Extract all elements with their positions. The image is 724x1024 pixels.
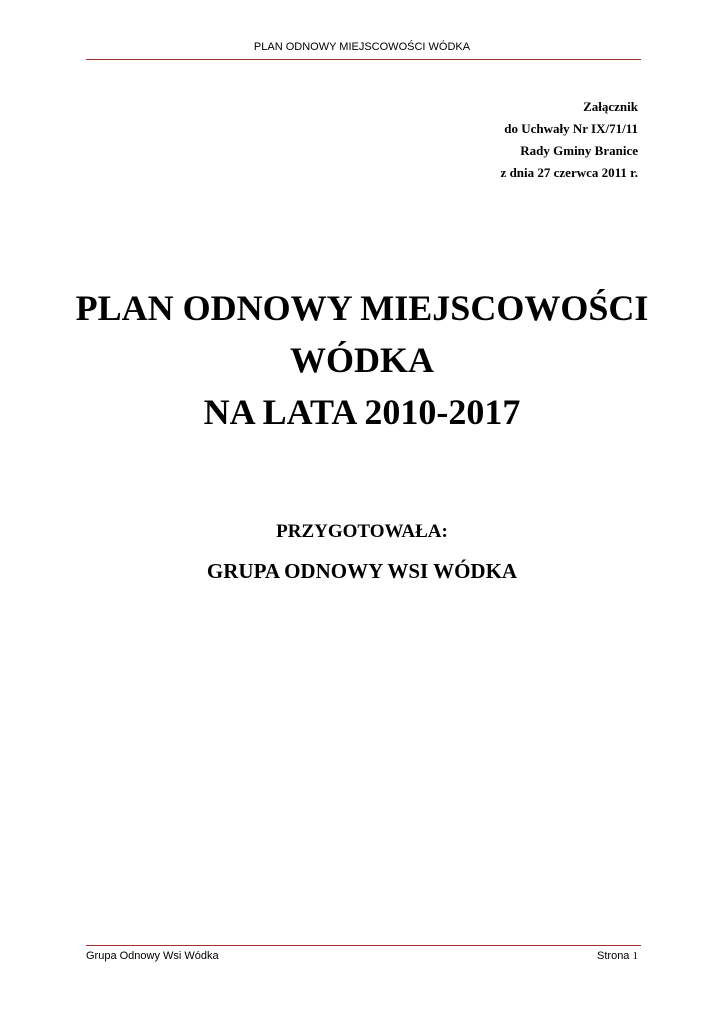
annex-block	[501, 96, 638, 184]
annex-line-3: Rady Gminy Branice	[520, 143, 638, 158]
document-title	[0, 282, 724, 438]
footer-page-number: 1	[632, 950, 638, 962]
footer-page-indicator	[597, 950, 638, 962]
header-rule	[86, 59, 641, 60]
annex-line-2: do Uchwały Nr IX/71/11	[504, 121, 638, 136]
title-line-1: PLAN ODNOWY MIEJSCOWOŚCI	[75, 288, 649, 328]
title-line-3: NA LATA 2010-2017	[203, 392, 521, 432]
footer-organization: Grupa Odnowy Wsi Wódka	[86, 950, 219, 962]
annex-line-1: Załącznik	[583, 99, 638, 114]
footer-page-label: Strona	[597, 950, 630, 962]
annex-line-4: z dnia 27 czerwca 2011 r.	[500, 165, 638, 180]
footer-rule	[86, 945, 641, 946]
title-line-2: WÓDKA	[290, 340, 434, 380]
running-header: PLAN ODNOWY MIEJSCOWOŚCI WÓDKA	[253, 41, 471, 53]
prepared-by-label: PRZYGOTOWAŁA:	[276, 521, 448, 542]
prepared-by-name: GRUPA ODNOWY WSI WÓDKA	[206, 559, 518, 583]
